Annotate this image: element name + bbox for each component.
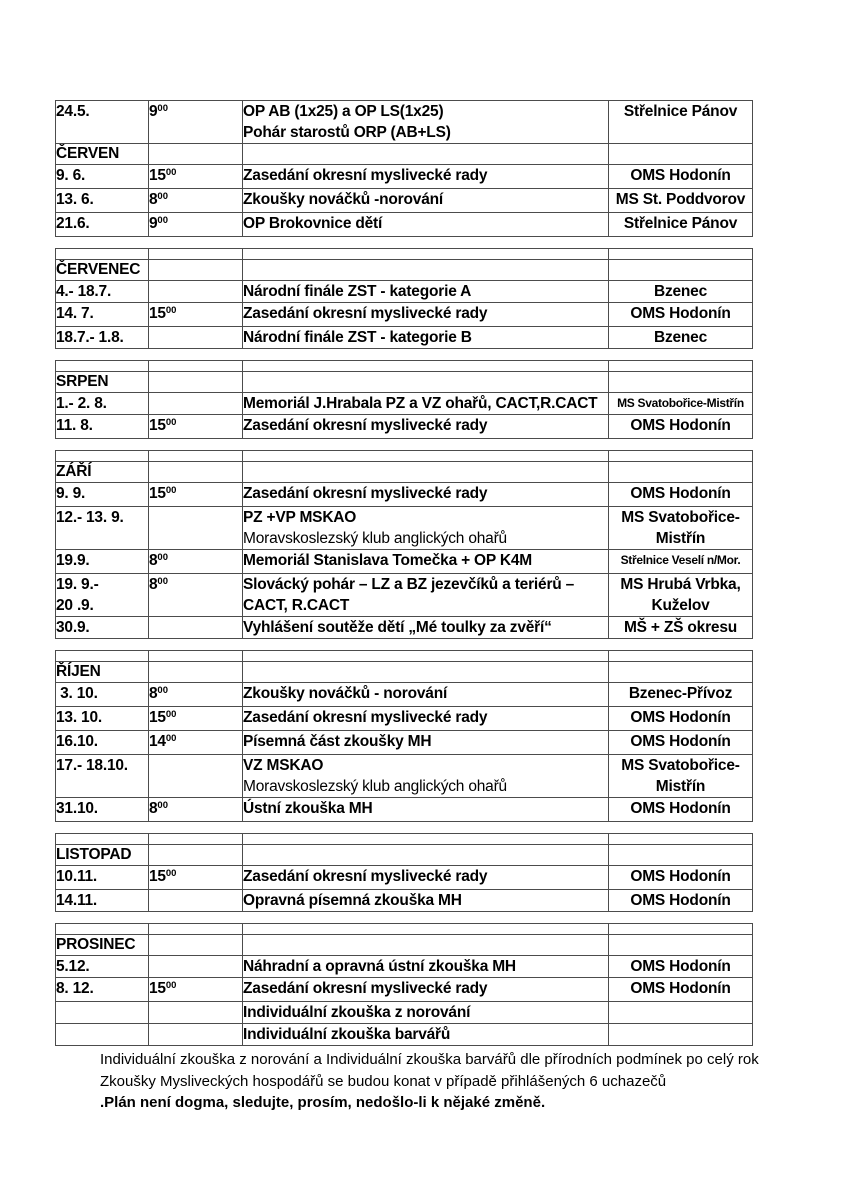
- month-cell: ZÁŘÍ: [56, 462, 149, 483]
- table-row: [56, 978, 753, 1002]
- date-cell: 17.- 18.10.: [56, 755, 149, 798]
- date-cell: 4.- 18.7.: [56, 281, 149, 303]
- date-cell: 31.10.: [56, 798, 149, 822]
- schedule-table-cervenec: [55, 248, 753, 349]
- date-cell: 10.11.: [56, 866, 149, 890]
- event-cell: Zkoušky nováčků -norování: [243, 189, 609, 213]
- month-empty-cell: [149, 935, 243, 956]
- date-cell: 14. 7.: [56, 303, 149, 327]
- event-cell: OP AB (1x25) a OP LS(1x25) Pohár starostů ORP (AB+LS): [243, 101, 609, 144]
- month-empty-cell: [149, 462, 243, 483]
- spacer-cell: [243, 924, 609, 935]
- table-row: [56, 1002, 753, 1024]
- date-cell: 21.6.: [56, 213, 149, 237]
- spacer-cell: [56, 651, 149, 662]
- table-row: [56, 617, 753, 639]
- date-cell: 13. 6.: [56, 189, 149, 213]
- month-cell: PROSINEC: [56, 935, 149, 956]
- event-cell: Zasedání okresní myslivecké rady: [243, 978, 609, 1002]
- table-row: [56, 451, 753, 462]
- place-cell: MS Hrubá Vrbka, Kuželov: [609, 574, 753, 617]
- date-cell: 8. 12.: [56, 978, 149, 1002]
- spacer-cell: [149, 249, 243, 260]
- table-row: [56, 834, 753, 845]
- table-row: [56, 361, 753, 372]
- time-cell: [149, 1024, 243, 1046]
- spacer-cell: [609, 834, 753, 845]
- month-empty-cell: [149, 372, 243, 393]
- time-cell: [149, 393, 243, 415]
- date-cell: 1.- 2. 8.: [56, 393, 149, 415]
- event-cell: Opravná písemná zkouška MH: [243, 890, 609, 912]
- place-cell: Bzenec: [609, 327, 753, 349]
- event-cell: Vyhlášení soutěže dětí „Mé toulky za zvěří“: [243, 617, 609, 639]
- date-cell: [56, 1024, 149, 1046]
- table-row: [56, 260, 753, 281]
- event-cell: OP Brokovnice dětí: [243, 213, 609, 237]
- spacer-cell: [56, 924, 149, 935]
- place-cell: OMS Hodonín: [609, 866, 753, 890]
- place-cell: MS Svatobořice- Mistřín: [609, 507, 753, 550]
- spacer-cell: [243, 451, 609, 462]
- table-row: [56, 483, 753, 507]
- table-row: [56, 866, 753, 890]
- spacer-cell: [609, 249, 753, 260]
- date-cell: 16.10.: [56, 731, 149, 755]
- place-cell: OMS Hodonín: [609, 798, 753, 822]
- date-cell: 12.- 13. 9.: [56, 507, 149, 550]
- month-cell: ČERVEN: [56, 144, 149, 165]
- time-cell: [149, 755, 243, 798]
- table-row: [56, 372, 753, 393]
- time-cell: [149, 507, 243, 550]
- table-row: [56, 731, 753, 755]
- spacer-cell: [149, 924, 243, 935]
- month-empty-cell: [243, 935, 609, 956]
- month-cell: ŘÍJEN: [56, 662, 149, 683]
- month-empty-cell: [609, 144, 753, 165]
- event-cell: Zasedání okresní myslivecké rady: [243, 483, 609, 507]
- spacer-cell: [149, 651, 243, 662]
- time-cell: [149, 890, 243, 912]
- month-empty-cell: [243, 372, 609, 393]
- table-row: [56, 798, 753, 822]
- spacer-cell: [56, 249, 149, 260]
- month-empty-cell: [243, 462, 609, 483]
- month-empty-cell: [243, 662, 609, 683]
- place-cell: OMS Hodonín: [609, 956, 753, 978]
- time-cell: $15^{00}$: [149, 415, 243, 439]
- footer-line: .Plán není dogma, sledujte, prosím, nedošlo-li k nějaké změně.: [100, 1094, 546, 1111]
- footer-line: Zkoušky Mysliveckých hospodářů se budou konat v případě přihlášených 6 uchazečů: [100, 1072, 667, 1090]
- event-cell: Národní finále ZST - kategorie A: [243, 281, 609, 303]
- event-cell: Individuální zkouška z norování: [243, 1002, 609, 1024]
- place-cell: Střelnice Pánov: [609, 101, 753, 144]
- event-cell: Memoriál J.Hrabala PZ a VZ ohařů, CACT,R.CACT: [243, 393, 609, 415]
- place-cell: MS Svatobořice- Mistřín: [609, 755, 753, 798]
- month-empty-cell: [243, 144, 609, 165]
- table-row: [56, 189, 753, 213]
- month-empty-cell: [609, 935, 753, 956]
- event-cell: Individuální zkouška barvářů: [243, 1024, 609, 1046]
- event-cell: Náhradní a opravná ústní zkouška MH: [243, 956, 609, 978]
- date-cell: 9. 6.: [56, 165, 149, 189]
- time-cell: $8^{00}$: [149, 798, 243, 822]
- time-cell: $8^{00}$: [149, 550, 243, 574]
- month-empty-cell: [609, 662, 753, 683]
- spacer-cell: [243, 249, 609, 260]
- month-cell: ČERVENEC: [56, 260, 149, 281]
- spacer-cell: [56, 451, 149, 462]
- schedule-table-listopad: [55, 833, 753, 912]
- event-cell: VZ MSKAO Moravskoslezský klub anglických ohařů: [243, 755, 609, 798]
- table-row: [56, 574, 753, 617]
- month-empty-cell: [609, 845, 753, 866]
- month-empty-cell: [609, 372, 753, 393]
- footer-line: Individuální zkouška z norování a Individuální zkouška barvářů dle přírodních podmínek po celý rok: [100, 1051, 759, 1068]
- schedule-table-prosinec: [55, 923, 753, 1046]
- table-row: [56, 890, 753, 912]
- table-row: [56, 755, 753, 798]
- place-cell: OMS Hodonín: [609, 707, 753, 731]
- date-cell: 3. 10.: [56, 683, 149, 707]
- spacer-cell: [243, 834, 609, 845]
- schedule-document: [55, 100, 759, 1114]
- table-row: [56, 249, 753, 260]
- month-cell: SRPEN: [56, 372, 149, 393]
- event-cell: Zasedání okresní myslivecké rady: [243, 415, 609, 439]
- table-row: [56, 507, 753, 550]
- spacer-cell: [149, 451, 243, 462]
- month-cell: LISTOPAD: [56, 845, 149, 866]
- table-row: [56, 1024, 753, 1046]
- month-empty-cell: [243, 260, 609, 281]
- spacer-cell: [609, 651, 753, 662]
- date-cell: 19.9.: [56, 550, 149, 574]
- place-cell: OMS Hodonín: [609, 978, 753, 1002]
- spacer-cell: [609, 451, 753, 462]
- table-row: [56, 165, 753, 189]
- table-row: [56, 101, 753, 144]
- event-cell: Zasedání okresní myslivecké rady: [243, 866, 609, 890]
- place-cell: Střelnice Veselí n/Mor.: [609, 550, 753, 574]
- spacer-cell: [609, 924, 753, 935]
- schedule-table-kveten-cerven: [55, 100, 753, 237]
- month-empty-cell: [609, 260, 753, 281]
- spacer-cell: [243, 651, 609, 662]
- place-cell: OMS Hodonín: [609, 303, 753, 327]
- table-row: [56, 550, 753, 574]
- table-row: [56, 144, 753, 165]
- event-cell: Zasedání okresní myslivecké rady: [243, 165, 609, 189]
- date-cell: 18.7.- 1.8.: [56, 327, 149, 349]
- time-cell: [149, 281, 243, 303]
- time-cell: $8^{00}$: [149, 683, 243, 707]
- table-row: [56, 213, 753, 237]
- time-cell: $15^{00}$: [149, 165, 243, 189]
- time-cell: $8^{00}$: [149, 574, 243, 617]
- event-cell: Národní finále ZST - kategorie B: [243, 327, 609, 349]
- table-row: [56, 935, 753, 956]
- table-row: [56, 924, 753, 935]
- footer-notes: [100, 1049, 759, 1114]
- time-cell: $15^{00}$: [149, 707, 243, 731]
- spacer-cell: [149, 361, 243, 372]
- table-row: [56, 462, 753, 483]
- place-cell: Střelnice Pánov: [609, 213, 753, 237]
- schedule: [55, 100, 752, 1046]
- time-cell: [149, 956, 243, 978]
- event-cell: Memoriál Stanislava Tomečka + OP K4M: [243, 550, 609, 574]
- place-cell: OMS Hodonín: [609, 483, 753, 507]
- event-cell: Zkoušky nováčků - norování: [243, 683, 609, 707]
- place-cell: [609, 1002, 753, 1024]
- table-row: [56, 393, 753, 415]
- time-cell: $15^{00}$: [149, 483, 243, 507]
- spacer-cell: [56, 361, 149, 372]
- table-row: [56, 683, 753, 707]
- month-empty-cell: [149, 845, 243, 866]
- place-cell: OMS Hodonín: [609, 165, 753, 189]
- schedule-table-rijen: [55, 650, 753, 822]
- table-row: [56, 956, 753, 978]
- date-cell: 24.5.: [56, 101, 149, 144]
- spacer-cell: [243, 361, 609, 372]
- place-cell: MŠ + ZŠ okresu: [609, 617, 753, 639]
- event-cell: Ústní zkouška MH: [243, 798, 609, 822]
- month-empty-cell: [149, 662, 243, 683]
- schedule-table-zari: [55, 450, 753, 639]
- time-cell: $8^{00}$: [149, 189, 243, 213]
- time-cell: $14^{00}$: [149, 731, 243, 755]
- date-cell: 14.11.: [56, 890, 149, 912]
- table-row: [56, 845, 753, 866]
- date-cell: 19. 9.- 20 .9.: [56, 574, 149, 617]
- place-cell: [609, 1024, 753, 1046]
- table-row: [56, 281, 753, 303]
- date-cell: 5.12.: [56, 956, 149, 978]
- place-cell: OMS Hodonín: [609, 731, 753, 755]
- time-cell: $9^{00}$: [149, 213, 243, 237]
- month-empty-cell: [149, 260, 243, 281]
- date-cell: 30.9.: [56, 617, 149, 639]
- table-row: [56, 303, 753, 327]
- place-cell: MS St. Poddvorov: [609, 189, 753, 213]
- month-empty-cell: [243, 845, 609, 866]
- event-cell: Slovácký pohár – LZ a BZ jezevčíků a teriérů – CACT, R.CACT: [243, 574, 609, 617]
- event-cell: Zasedání okresní myslivecké rady: [243, 707, 609, 731]
- place-cell: MS Svatobořice-Mistřín: [609, 393, 753, 415]
- event-cell: Písemná část zkoušky MH: [243, 731, 609, 755]
- event-cell: Zasedání okresní myslivecké rady: [243, 303, 609, 327]
- time-cell: [149, 617, 243, 639]
- table-row: [56, 662, 753, 683]
- time-cell: $9^{00}$: [149, 101, 243, 144]
- spacer-cell: [609, 361, 753, 372]
- date-cell: 9. 9.: [56, 483, 149, 507]
- place-cell: Bzenec-Přívoz: [609, 683, 753, 707]
- time-cell: $15^{00}$: [149, 866, 243, 890]
- event-cell: PZ +VP MSKAO Moravskoslezský klub anglických ohařů: [243, 507, 609, 550]
- table-row: [56, 415, 753, 439]
- time-cell: $15^{00}$: [149, 978, 243, 1002]
- date-cell: 11. 8.: [56, 415, 149, 439]
- schedule-table-srpen: [55, 360, 753, 439]
- date-cell: [56, 1002, 149, 1024]
- time-cell: [149, 1002, 243, 1024]
- spacer-cell: [56, 834, 149, 845]
- place-cell: OMS Hodonín: [609, 415, 753, 439]
- table-row: [56, 651, 753, 662]
- place-cell: Bzenec: [609, 281, 753, 303]
- spacer-cell: [149, 834, 243, 845]
- time-cell: $15^{00}$: [149, 303, 243, 327]
- month-empty-cell: [609, 462, 753, 483]
- month-empty-cell: [149, 144, 243, 165]
- place-cell: OMS Hodonín: [609, 890, 753, 912]
- table-row: [56, 327, 753, 349]
- date-cell: 13. 10.: [56, 707, 149, 731]
- time-cell: [149, 327, 243, 349]
- table-row: [56, 707, 753, 731]
